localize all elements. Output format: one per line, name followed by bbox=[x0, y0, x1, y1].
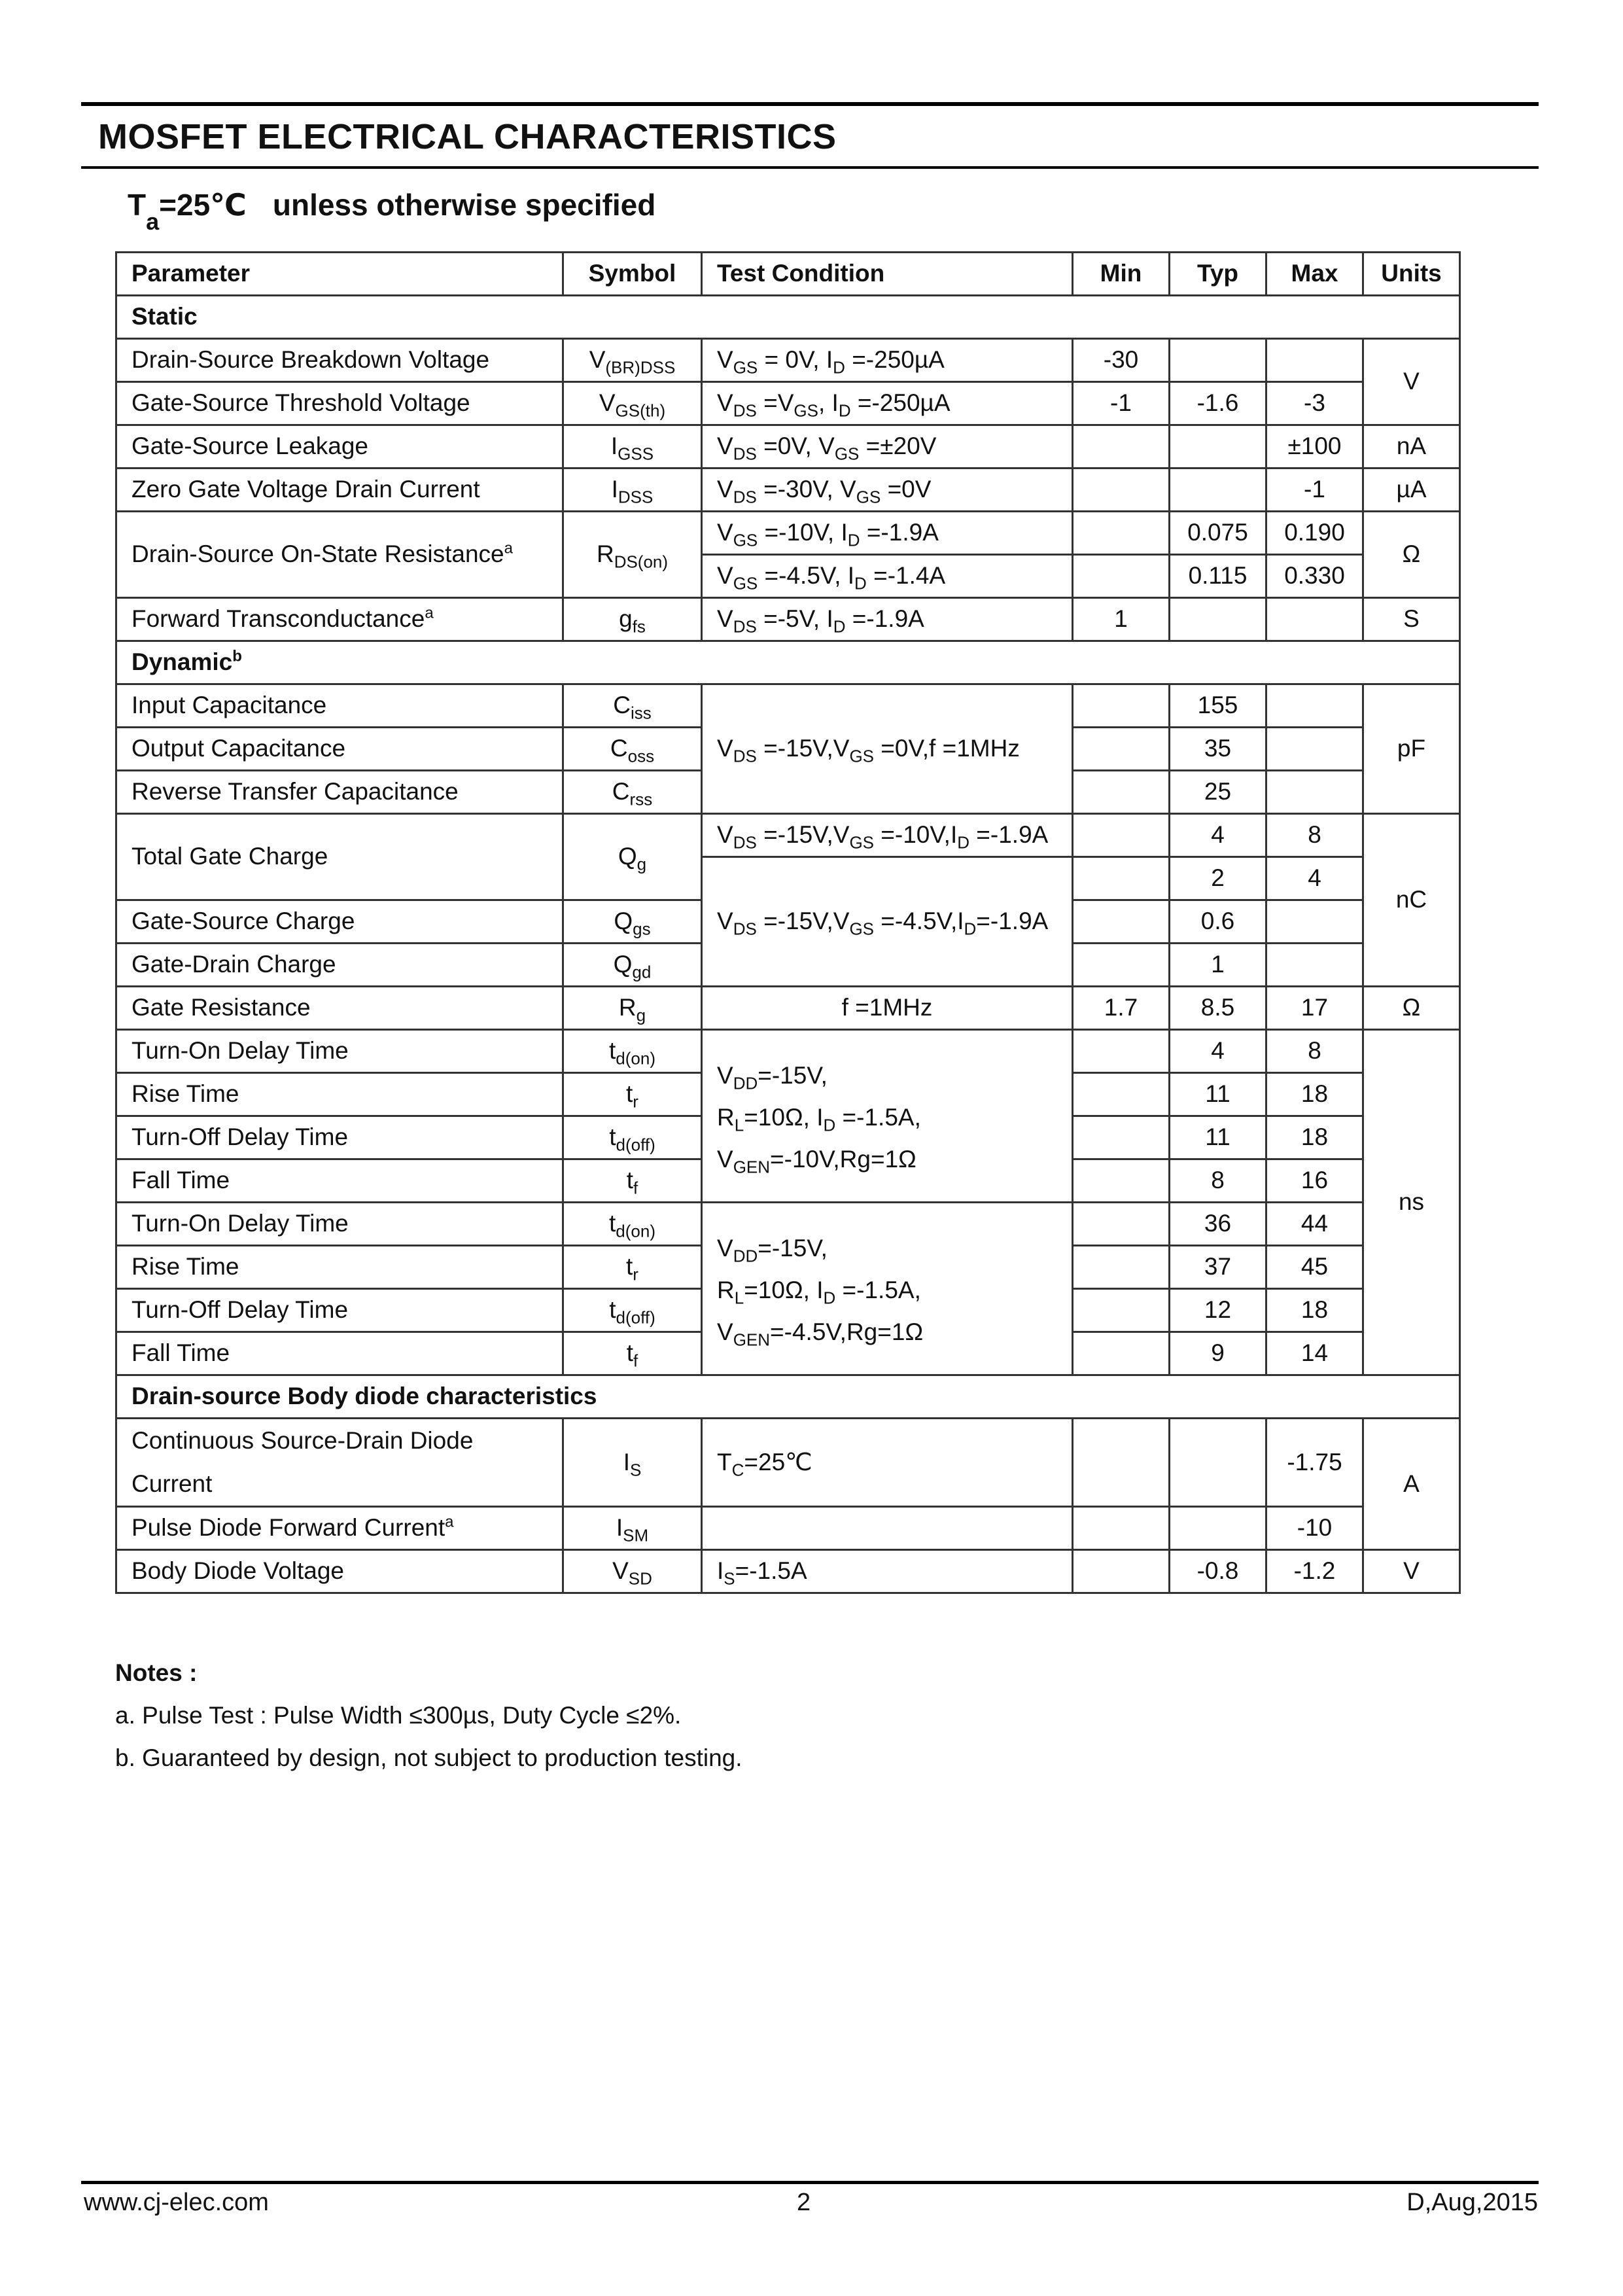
notes bbox=[115, 1651, 742, 1779]
min-cell bbox=[1073, 1507, 1170, 1550]
symbol-cell: $V_{SD}$ bbox=[563, 1550, 702, 1593]
header-test-condition: Test Condition bbox=[702, 253, 1073, 296]
symbol-cell: $t_r$ bbox=[563, 1246, 702, 1289]
min-cell bbox=[1073, 555, 1170, 598]
param-cell: Turn-Off Delay Time bbox=[116, 1289, 563, 1332]
max-cell: 14 bbox=[1266, 1332, 1363, 1375]
param-cell: Gate Resistance bbox=[116, 987, 563, 1030]
typ-cell: 12 bbox=[1170, 1289, 1266, 1332]
param-cell: Output Capacitance bbox=[116, 728, 563, 771]
section-dynamic: Dynamic$^b$ bbox=[116, 641, 1460, 684]
symbol-cell: $g_{fs}$ bbox=[563, 598, 702, 641]
typ-cell: 1 bbox=[1170, 944, 1266, 987]
max-cell: -3 bbox=[1266, 382, 1363, 425]
param-cell: Forward Transconductance$^a$ bbox=[116, 598, 563, 641]
condition-cell: $V_{GS} = 0V$, $I_D =-250\mu A$ bbox=[702, 339, 1073, 382]
header-max: Max bbox=[1266, 253, 1363, 296]
max-cell: 44 bbox=[1266, 1203, 1363, 1246]
max-cell: 18 bbox=[1266, 1289, 1363, 1332]
typ-cell bbox=[1170, 1507, 1266, 1550]
param-cell: Turn-Off Delay Time bbox=[116, 1116, 563, 1159]
min-cell bbox=[1073, 1116, 1170, 1159]
header-min: Min bbox=[1073, 253, 1170, 296]
condition-cell: $V_{GS} =-4.5V$, $I_D =-1.4A$ bbox=[702, 555, 1073, 598]
symbol-cell: $Q_{gd}$ bbox=[563, 944, 702, 987]
typ-cell bbox=[1170, 468, 1266, 512]
typ-cell bbox=[1170, 425, 1266, 468]
condition-cell: $T_C=25℃$ bbox=[702, 1419, 1073, 1507]
min-cell bbox=[1073, 1550, 1170, 1593]
unit-cell: µA bbox=[1363, 468, 1460, 512]
max-cell: 8 bbox=[1266, 814, 1363, 857]
condition-cell: $V_{DS} =V_{GS}$, $I_D =-250\mu A$ bbox=[702, 382, 1073, 425]
max-cell bbox=[1266, 771, 1363, 814]
typ-cell bbox=[1170, 1419, 1266, 1507]
typ-cell: 2 bbox=[1170, 857, 1266, 900]
table-row bbox=[116, 684, 1460, 728]
min-cell: 1 bbox=[1073, 598, 1170, 641]
symbol-cell: $t_{d(on)}$ bbox=[563, 1203, 702, 1246]
param-cell: Gate-Source Leakage bbox=[116, 425, 563, 468]
symbol-cell: $C_{iss}$ bbox=[563, 684, 702, 728]
symbol-cell: $t_f$ bbox=[563, 1332, 702, 1375]
symbol-cell: $t_{d(on)}$ bbox=[563, 1030, 702, 1073]
footer-rule bbox=[81, 2181, 1539, 2184]
param-cell: Gate-Source Charge bbox=[116, 900, 563, 944]
condition-cell: $V_{DS} =-30V$, $V_{GS} =0V$ bbox=[702, 468, 1073, 512]
unit-cell: S bbox=[1363, 598, 1460, 641]
param-cell: Reverse Transfer Capacitance bbox=[116, 771, 563, 814]
param-cell: Gate-Source Threshold Voltage bbox=[116, 382, 563, 425]
typ-cell: -0.8 bbox=[1170, 1550, 1266, 1593]
condition-cell: $V_{DS} =0V$, $V_{GS} =\pm 20V$ bbox=[702, 425, 1073, 468]
param-cell: Drain-Source Breakdown Voltage bbox=[116, 339, 563, 382]
note-a: a. Pulse Test : Pulse Width ≤300µs, Duty Cycle ≤2%. bbox=[115, 1702, 682, 1729]
header-parameter: Parameter bbox=[116, 253, 563, 296]
table-row bbox=[116, 1507, 1460, 1550]
typ-cell: 35 bbox=[1170, 728, 1266, 771]
max-cell: 18 bbox=[1266, 1073, 1363, 1116]
param-cell: Fall Time bbox=[116, 1159, 563, 1203]
min-cell bbox=[1073, 857, 1170, 900]
table-row bbox=[116, 814, 1460, 857]
unit-cell: A bbox=[1363, 1419, 1460, 1550]
typ-cell: 0.075 bbox=[1170, 512, 1266, 555]
param-cell: Body Diode Voltage bbox=[116, 1550, 563, 1593]
condition-cell: $V_{DD}=-15V$, $R_L=10\Omega$, $I_D =-1.5A$, $V_{GEN}=-10V,Rg=1\Omega$ bbox=[702, 1030, 1073, 1203]
max-cell: 4 bbox=[1266, 857, 1363, 900]
unit-cell: V bbox=[1363, 1550, 1460, 1593]
param-cell: Fall Time bbox=[116, 1332, 563, 1375]
max-cell: 17 bbox=[1266, 987, 1363, 1030]
symbol-cell: $I_{GSS}$ bbox=[563, 425, 702, 468]
max-cell bbox=[1266, 900, 1363, 944]
typ-cell bbox=[1170, 598, 1266, 641]
symbol-cell: $t_f$ bbox=[563, 1159, 702, 1203]
param-cell: Drain-Source On-State Resistance$^a$ bbox=[116, 512, 563, 598]
max-cell bbox=[1266, 339, 1363, 382]
condition-cell: f =1MHz bbox=[702, 987, 1073, 1030]
table-row bbox=[116, 382, 1460, 425]
symbol-cell: $I_{SM}$ bbox=[563, 1507, 702, 1550]
ambient-condition-heading: $T_a=25℃$ unless otherwise specified bbox=[128, 188, 656, 236]
symbol-cell: $C_{rss}$ bbox=[563, 771, 702, 814]
min-cell bbox=[1073, 1030, 1170, 1073]
document-title: MOSFET ELECTRICAL CHARACTERISTICS bbox=[98, 117, 837, 156]
symbol-cell: $t_r$ bbox=[563, 1073, 702, 1116]
table-row bbox=[116, 1550, 1460, 1593]
max-cell bbox=[1266, 944, 1363, 987]
typ-cell: 36 bbox=[1170, 1203, 1266, 1246]
max-cell bbox=[1266, 684, 1363, 728]
note-b: b. Guaranteed by design, not subject to production testing. bbox=[115, 1744, 742, 1771]
section-static: Static bbox=[116, 296, 1460, 339]
min-cell: -1 bbox=[1073, 382, 1170, 425]
unit-cell: Ω bbox=[1363, 512, 1460, 598]
symbol-cell: $Q_g$ bbox=[563, 814, 702, 900]
min-cell: -30 bbox=[1073, 339, 1170, 382]
section-body-diode: Drain-source Body diode characteristics bbox=[116, 1375, 1460, 1419]
min-cell bbox=[1073, 1246, 1170, 1289]
symbol-cell: $V_{(BR)DSS}$ bbox=[563, 339, 702, 382]
table-row bbox=[116, 425, 1460, 468]
typ-cell: 0.115 bbox=[1170, 555, 1266, 598]
param-cell: Rise Time bbox=[116, 1246, 563, 1289]
page-number: 2 bbox=[797, 2189, 811, 2216]
param-cell: Total Gate Charge bbox=[116, 814, 563, 900]
condition-cell: $V_{DS} =-15V,V_{GS} =-10V,I_D =-1.9A$ bbox=[702, 814, 1073, 857]
max-cell: 0.190 bbox=[1266, 512, 1363, 555]
param-cell: Continuous Source-Drain Diode Current bbox=[116, 1419, 563, 1507]
typ-cell: 0.6 bbox=[1170, 900, 1266, 944]
symbol-cell: $R_g$ bbox=[563, 987, 702, 1030]
min-cell bbox=[1073, 1419, 1170, 1507]
top-rule bbox=[81, 102, 1539, 106]
max-cell: -1 bbox=[1266, 468, 1363, 512]
condition-cell: $V_{DS} =-5V$, $I_D =-1.9A$ bbox=[702, 598, 1073, 641]
unit-cell: ns bbox=[1363, 1030, 1460, 1375]
symbol-cell: $V_{GS(th)}$ bbox=[563, 382, 702, 425]
table-header-row bbox=[116, 253, 1460, 296]
typ-cell: 11 bbox=[1170, 1073, 1266, 1116]
param-cell: Turn-On Delay Time bbox=[116, 1203, 563, 1246]
max-cell: 45 bbox=[1266, 1246, 1363, 1289]
min-cell bbox=[1073, 1332, 1170, 1375]
electrical-characteristics-table bbox=[115, 251, 1461, 1594]
table-row bbox=[116, 468, 1460, 512]
min-cell bbox=[1073, 771, 1170, 814]
unit-cell: V bbox=[1363, 339, 1460, 425]
min-cell bbox=[1073, 1159, 1170, 1203]
table-row bbox=[116, 987, 1460, 1030]
min-cell: 1.7 bbox=[1073, 987, 1170, 1030]
typ-cell bbox=[1170, 339, 1266, 382]
condition-cell: $V_{DS} =-15V,V_{GS} =-4.5V,I_D=-1.9A$ bbox=[702, 857, 1073, 987]
param-cell: Zero Gate Voltage Drain Current bbox=[116, 468, 563, 512]
footer-revision: D,Aug,2015 bbox=[1406, 2189, 1538, 2216]
symbol-cell: $C_{oss}$ bbox=[563, 728, 702, 771]
max-cell bbox=[1266, 728, 1363, 771]
header-typ: Typ bbox=[1170, 253, 1266, 296]
typ-cell: 11 bbox=[1170, 1116, 1266, 1159]
min-cell bbox=[1073, 814, 1170, 857]
typ-cell: -1.6 bbox=[1170, 382, 1266, 425]
min-cell bbox=[1073, 900, 1170, 944]
min-cell bbox=[1073, 468, 1170, 512]
unit-cell: nC bbox=[1363, 814, 1460, 987]
table-row bbox=[116, 1030, 1460, 1073]
typ-cell: 8.5 bbox=[1170, 987, 1266, 1030]
min-cell bbox=[1073, 944, 1170, 987]
condition-cell: $I_S=-1.5A$ bbox=[702, 1550, 1073, 1593]
symbol-cell: $R_{DS(on)}$ bbox=[563, 512, 702, 598]
min-cell bbox=[1073, 1289, 1170, 1332]
max-cell: 0.330 bbox=[1266, 555, 1363, 598]
param-cell: Turn-On Delay Time bbox=[116, 1030, 563, 1073]
header-symbol: Symbol bbox=[563, 253, 702, 296]
symbol-cell: $t_{d(off)}$ bbox=[563, 1289, 702, 1332]
min-cell bbox=[1073, 684, 1170, 728]
min-cell bbox=[1073, 1203, 1170, 1246]
condition-cell bbox=[702, 1507, 1073, 1550]
unit-cell: pF bbox=[1363, 684, 1460, 814]
title-underline bbox=[81, 166, 1539, 169]
param-cell: Input Capacitance bbox=[116, 684, 563, 728]
typ-cell: 4 bbox=[1170, 814, 1266, 857]
table-row bbox=[116, 1203, 1460, 1246]
typ-cell: 8 bbox=[1170, 1159, 1266, 1203]
condition-cell: $V_{GS} =-10V$, $I_D =-1.9A$ bbox=[702, 512, 1073, 555]
max-cell bbox=[1266, 598, 1363, 641]
table-row bbox=[116, 339, 1460, 382]
param-cell: Pulse Diode Forward Current$^a$ bbox=[116, 1507, 563, 1550]
max-cell: 16 bbox=[1266, 1159, 1363, 1203]
typ-cell: 4 bbox=[1170, 1030, 1266, 1073]
table-row bbox=[116, 598, 1460, 641]
notes-heading: Notes : bbox=[115, 1659, 198, 1686]
max-cell: 8 bbox=[1266, 1030, 1363, 1073]
typ-cell: 155 bbox=[1170, 684, 1266, 728]
symbol-cell: $I_S$ bbox=[563, 1419, 702, 1507]
max-cell: -1.2 bbox=[1266, 1550, 1363, 1593]
header-units: Units bbox=[1363, 253, 1460, 296]
symbol-cell: $Q_{gs}$ bbox=[563, 900, 702, 944]
min-cell bbox=[1073, 425, 1170, 468]
unit-cell: Ω bbox=[1363, 987, 1460, 1030]
condition-cell: $V_{DS} =-15V,V_{GS} =0V,f =1MHz$ bbox=[702, 684, 1073, 814]
typ-cell: 37 bbox=[1170, 1246, 1266, 1289]
table-row bbox=[116, 1419, 1460, 1507]
symbol-cell: $I_{DSS}$ bbox=[563, 468, 702, 512]
max-cell: ±100 bbox=[1266, 425, 1363, 468]
max-cell: 18 bbox=[1266, 1116, 1363, 1159]
unit-cell: nA bbox=[1363, 425, 1460, 468]
min-cell bbox=[1073, 728, 1170, 771]
min-cell bbox=[1073, 1073, 1170, 1116]
footer-website: www.cj-elec.com bbox=[84, 2189, 269, 2216]
param-cell: Gate-Drain Charge bbox=[116, 944, 563, 987]
param-cell: Rise Time bbox=[116, 1073, 563, 1116]
typ-cell: 9 bbox=[1170, 1332, 1266, 1375]
max-cell: -1.75 bbox=[1266, 1419, 1363, 1507]
typ-cell: 25 bbox=[1170, 771, 1266, 814]
symbol-cell: $t_{d(off)}$ bbox=[563, 1116, 702, 1159]
max-cell: -10 bbox=[1266, 1507, 1363, 1550]
table-row bbox=[116, 512, 1460, 555]
min-cell bbox=[1073, 512, 1170, 555]
condition-cell: $V_{DD}=-15V$, $R_L=10\Omega$, $I_D =-1.5A$, $V_{GEN}=-4.5V,Rg=1\Omega$ bbox=[702, 1203, 1073, 1375]
